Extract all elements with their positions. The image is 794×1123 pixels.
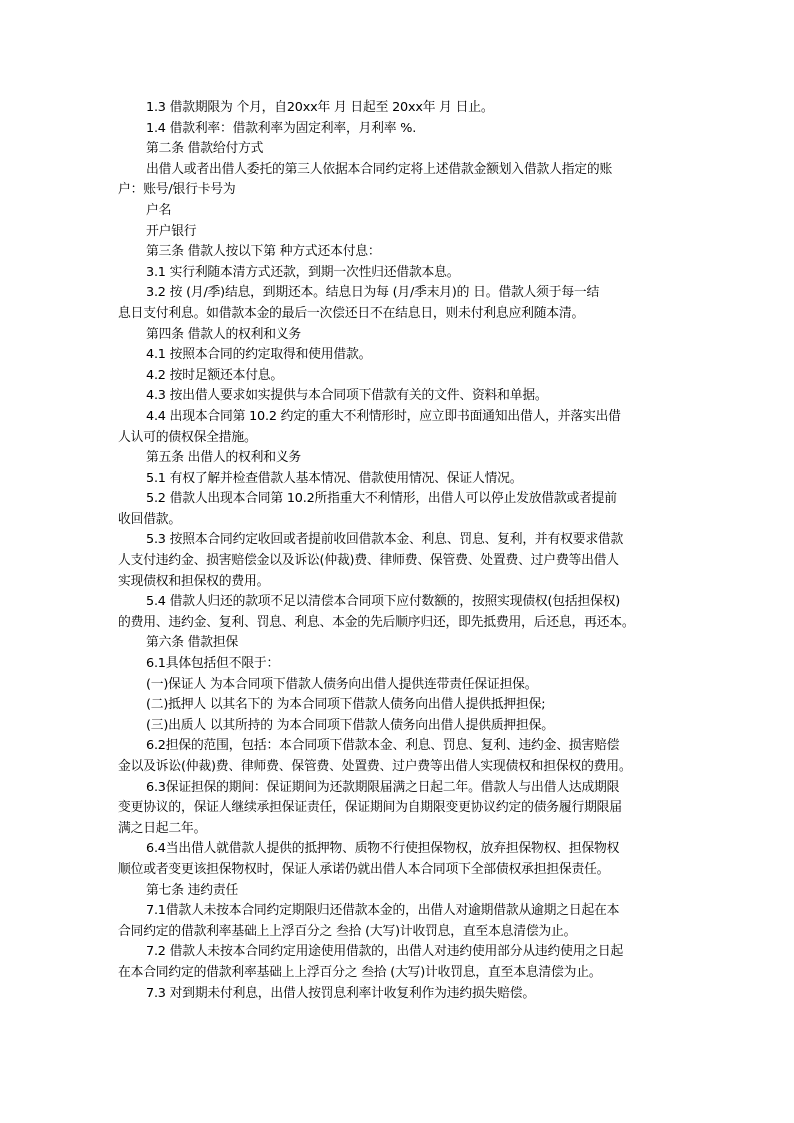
text-line: 第二条 借款给付方式 <box>146 141 264 157</box>
text-line: 实现债权和担保权的费用。 <box>118 573 270 589</box>
text-line: (三)出质人 以其所持的 为本合同项下借款人债务向出借人提供质押担保。 <box>146 717 554 733</box>
text-line: 4.4 出现本合同第 10.2 约定的重大不利情形时，应立即书面通知出借人，并落实出借 <box>146 408 621 424</box>
text-line: 第七条 违约责任 <box>146 882 239 898</box>
text-line: (一)保证人 为本合同项下借款人债务向出借人提供连带责任保证担保。 <box>146 676 538 692</box>
text-line: 第四条 借款人的权利和义务 <box>146 326 302 342</box>
text-line: 5.3 按照本合同约定收回或者提前收回借款本金、利息、罚息、复利，并有权要求借款 <box>146 532 624 548</box>
text-line: 在本合同约定的借款利率基础上上浮百分之 叁拾 (大写)计收罚息，直至本息清偿为止。 <box>118 964 602 980</box>
text-line: 6.3保证担保的期间：保证期间为还款期限届满之日起二年。借款人与出借人达成期限 <box>146 779 620 795</box>
text-line: 金以及诉讼(仲裁)费、律师费、保管费、处置费、过户费等出借人实现债权和担保权的费用。 <box>118 759 632 774</box>
text-line: 1.3 借款期限为 个月，自20xx年 月 日起至 20xx年 月 日止。 <box>146 100 494 115</box>
text-line: 5.2 借款人出现本合同第 10.2所指重大不利情形，出借人可以停止发放借款或者提前 <box>146 491 617 507</box>
text-line: 6.1具体包括但不限于： <box>146 656 280 672</box>
text-line: 出借人或者出借人委托的第三人依据本合同约定将上述借款金额划入借款人指定的账 <box>146 161 613 177</box>
text-line: 的费用、违约金、复利、罚息、利息、本金的先后顺序归还，即先抵费用，后还息，再还本。 <box>118 614 635 630</box>
text-line: 第三条 借款人按以下第 种方式还本付息： <box>146 244 381 260</box>
text-line: (二)抵押人 以其名下的 为本合同项下借款人债务向出借人提供抵押担保; <box>146 697 546 713</box>
text-line: 4.1 按照本合同的约定取得和使用借款。 <box>146 347 372 363</box>
text-line: 满之日起二年。 <box>118 820 207 836</box>
text-line: 7.3 对到期未付利息，出借人按罚息利率计收复利作为违约损失赔偿。 <box>146 985 535 1001</box>
text-line: 5.1 有权了解并检查借款人基本情况、借款使用情况、保证人情况。 <box>146 470 523 486</box>
text-line: 第五条 出借人的权利和义务 <box>146 450 302 466</box>
text-line: 顺位或者变更该担保物权时，保证人承诺仍就出借人本合同项下全部债权承担担保责任。 <box>118 861 610 877</box>
text-line: 7.1借款人未按本合同约定期限归还借款本金的，出借人对逾期借款从逾期之日起在本 <box>146 903 620 919</box>
text-line: 5.4 借款人归还的款项不足以清偿本合同项下应付数额的，按照实现债权(包括担保权) <box>146 594 621 610</box>
text-line: 合同约定的借款利率基础上上浮百分之 叁拾 (大写)计收罚息，直至本息清偿为止。 <box>118 923 577 939</box>
text-line: 4.2 按时足额还本付息。 <box>146 367 283 383</box>
text-line: 3.1 实行利随本清方式还款，到期一次性归还借款本息。 <box>146 264 460 280</box>
text-line: 6.2担保的范围，包括：本合同项下借款本金、利息、罚息、复利、违约金、损害赔偿 <box>146 738 620 754</box>
text-line: 人支付违约金、损害赔偿金以及诉讼(仲裁)费、律师费、保管费、处置费、过户费等出借人 <box>118 553 619 569</box>
text-line: 息日支付利息。如借款本金的最后一次偿还日不在结息日，则未付利息应利随本清。 <box>118 305 585 321</box>
document-page <box>118 98 682 1004</box>
text-line: 6.4当出借人就借款人提供的抵押物、质物不行使担保物权，放弃担保物权、担保物权 <box>146 841 620 857</box>
text-line: 户名 <box>146 202 172 218</box>
text-line: 人认可的债权保全措施。 <box>118 429 257 445</box>
text-line: 1.4 借款利率：借款利率为固定利率，月利率 %. <box>146 120 417 136</box>
text-line: 第六条 借款担保 <box>146 635 239 651</box>
text-line: 户：账号/银行卡号为 <box>118 182 236 198</box>
text-line: 收回借款。 <box>118 511 181 527</box>
text-line: 4.3 按出借人要求如实提供与本合同项下借款有关的文件、资料和单据。 <box>146 388 548 404</box>
text-line: 3.2 按 (月/季)结息，到期还本。结息日为每 (月/季末月)的 日。借款人须于每一结 <box>146 285 600 301</box>
text-line: 7.2 借款人未按本合同约定用途使用借款的，出借人对违约使用部分从违约使用之日起 <box>146 944 624 960</box>
text-line: 开户银行 <box>146 223 197 239</box>
text-line: 变更协议的，保证人继续承担保证责任，保证期间为自期限变更协议约定的债务履行期限届 <box>118 800 622 816</box>
